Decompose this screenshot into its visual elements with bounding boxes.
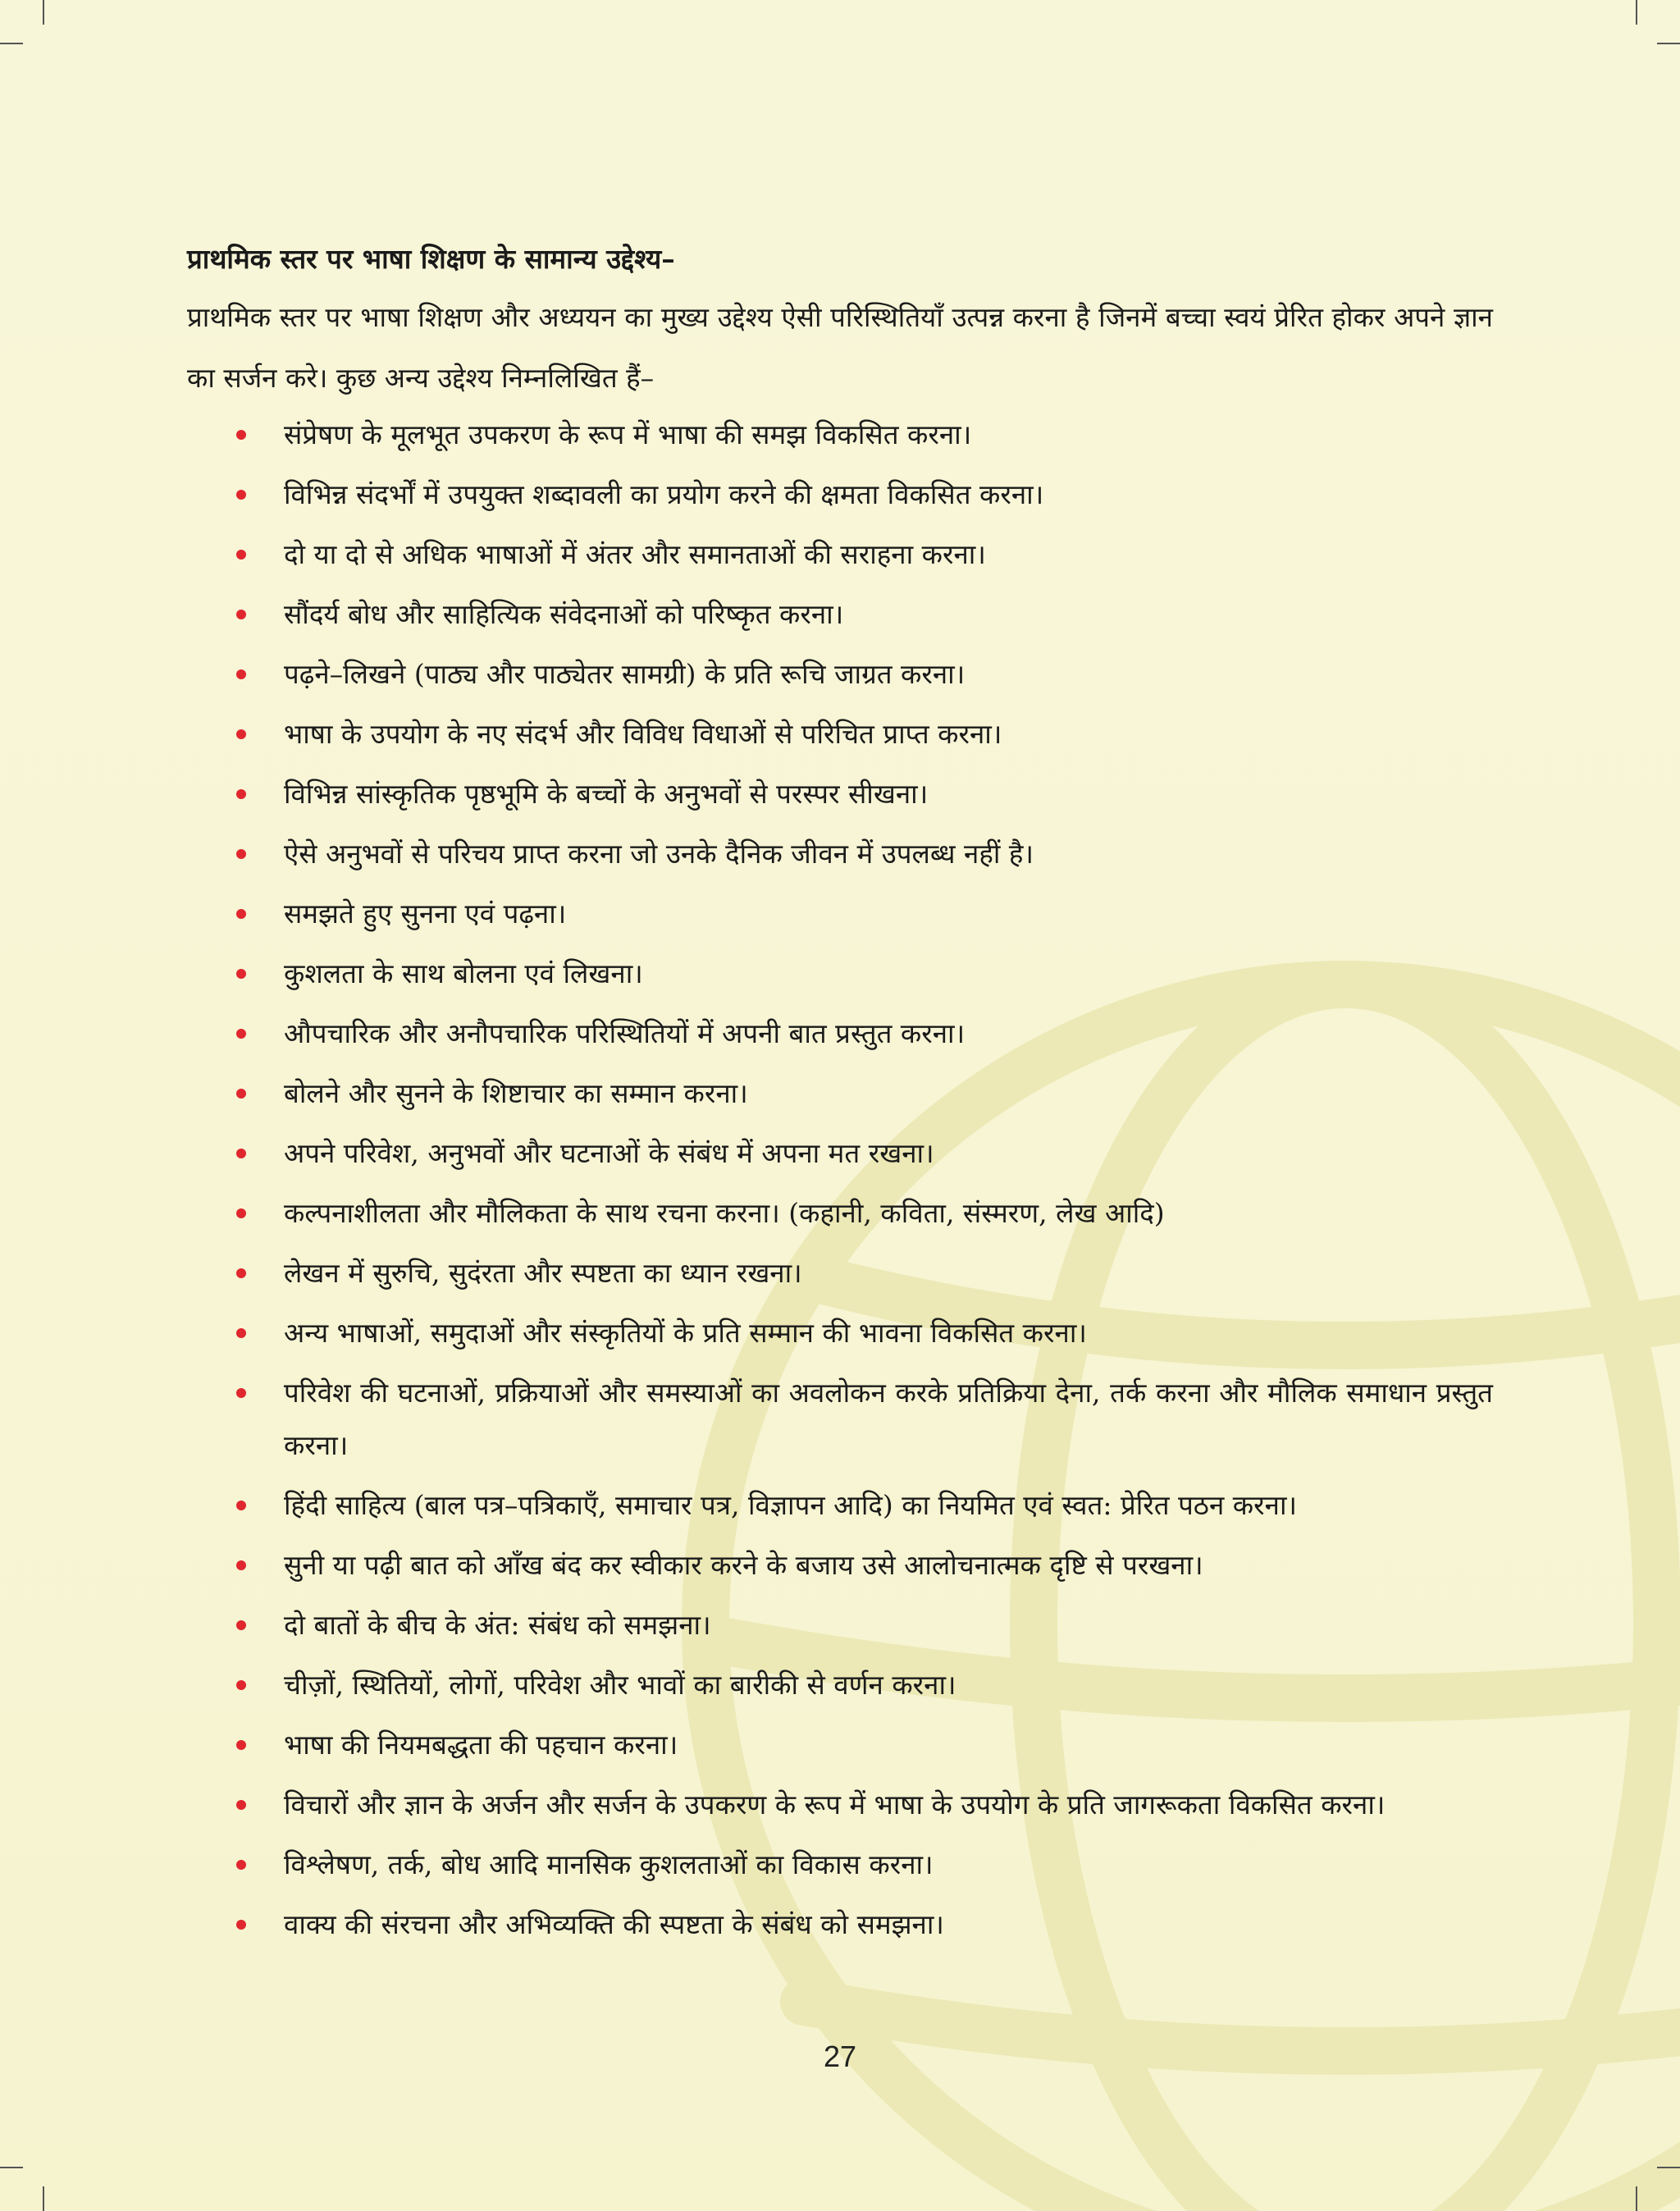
bullet-icon <box>236 1388 246 1398</box>
list-item <box>187 948 1493 1000</box>
page-content <box>187 236 1493 1958</box>
list-item-text: अन्य भाषाओं, समुदाओं और संस्कृतियों के प्रति सम्मान की भावना विकसित करना। <box>284 1317 1087 1349</box>
list-item-text: वाक्य की संरचना और अभिव्यक्ति की स्पष्टता के संबंध को समझना। <box>284 1908 944 1940</box>
list-item-text: विचारों और ज्ञान के अर्जन और सर्जन के उपकरण के रूप में भाषा के उपयोग के प्रति जागरूकता विकसित करना। <box>284 1788 1386 1820</box>
list-item-text: ऐसे अनुभवों से परिचय प्राप्त करना जो उनके दैनिक जीवन में उपलब्ध नहीं है। <box>284 838 1034 870</box>
list-item-text: चीज़ों, स्थितियों, लोगों, परिवेश और भावों का बारीकी से वर्णन करना। <box>284 1669 956 1701</box>
list-item-text: दो या दो से अधिक भाषाओं में अंतर और समानताओं की सराहना करना। <box>284 538 986 570</box>
crop-mark-top-left-v <box>43 0 44 25</box>
bullet-icon <box>236 789 246 799</box>
list-item <box>187 1659 1493 1711</box>
list-item-text: सौंदर्य बोध और साहित्यिक संवेदनाओं को परिष्कृत करना। <box>284 598 844 630</box>
list-item-text: दो बातों के बीच के अंत: संबंध को समझना। <box>284 1609 711 1641</box>
bullet-icon <box>236 610 246 619</box>
crop-mark-bottom-right-h <box>1657 2167 1680 2168</box>
bullet-icon <box>236 1268 246 1278</box>
bullet-icon <box>236 1029 246 1039</box>
list-item-text: सुनी या पढ़ी बात को आँख बंद कर स्वीकार करने के बजाय उसे आलोचनात्मक दृष्टि से परखना। <box>284 1549 1203 1581</box>
list-item <box>187 1479 1493 1532</box>
bullet-icon <box>236 430 246 440</box>
bullet-icon <box>236 1740 246 1750</box>
objectives-list <box>187 409 1493 1951</box>
list-item <box>187 1187 1493 1240</box>
crop-mark-top-right-h <box>1657 43 1680 44</box>
bullet-icon <box>236 1680 246 1690</box>
page-number: 27 <box>823 2040 857 2073</box>
list-item <box>187 409 1493 461</box>
bullet-icon <box>236 669 246 679</box>
bullet-icon <box>236 550 246 560</box>
list-item-text: कुशलता के साथ बोलना एवं लिखना। <box>284 957 643 989</box>
list-item <box>187 1247 1493 1300</box>
list-item <box>187 468 1493 521</box>
list-item <box>187 1898 1493 1951</box>
list-item-text: संप्रेषण के मूलभूत उपकरण के रूप में भाषा की समझ विकसित करना। <box>284 418 972 450</box>
intro-paragraph: प्राथमिक स्तर पर भाषा शिक्षण और अध्ययन का मुख्य उद्देश्य ऐसी परिस्थितियाँ उत्पन्न करना है जिनमें बच्चा स्वयं प्रेरित होकर अपने ज्ञान का सर्जन करे। कुछ अन्य उद्देश्य निम्नलिखित हैं– <box>187 301 1493 394</box>
bullet-icon <box>236 1920 246 1930</box>
list-item <box>187 1779 1493 1831</box>
list-item-text: कल्पनाशीलता और मौलिकता के साथ रचना करना। (कहानी, कविता, संस्मरण, लेख आदि) <box>284 1197 1165 1229</box>
list-item-text: विश्लेषण, तर्क, बोध आदि मानसिक कुशलताओं का विकास करना। <box>284 1848 934 1880</box>
bullet-icon <box>236 1501 246 1510</box>
list-item <box>187 768 1493 820</box>
crop-mark-bottom-right-v <box>1636 2186 1637 2211</box>
bullet-icon <box>236 1328 246 1338</box>
list-item-text: विभिन्न सांस्कृतिक पृष्ठभूमि के बच्चों के अनुभवों से परस्पर सीखना। <box>284 778 929 810</box>
list-item <box>187 1539 1493 1592</box>
list-item-text: बोलने और सुनने के शिष्टाचार का सम्मान करना। <box>284 1077 748 1109</box>
bullet-icon <box>236 729 246 739</box>
list-item <box>187 1067 1493 1120</box>
crop-mark-top-left-h <box>0 43 23 44</box>
list-item-text: पढ़ने–लिखने (पाठ्य और पाठ्येतर सामग्री) के प्रति रूचि जाग्रत करना। <box>284 658 966 690</box>
bullet-icon <box>236 1860 246 1870</box>
crop-mark-bottom-left-h <box>0 2167 23 2168</box>
list-item <box>187 1127 1493 1180</box>
list-item <box>187 1307 1493 1359</box>
list-item <box>187 888 1493 940</box>
list-item-text: भाषा की नियमबद्धता की पहचान करना। <box>284 1729 678 1761</box>
list-item <box>187 1719 1493 1771</box>
bullet-icon <box>236 909 246 919</box>
list-item-text: विभिन्न संदर्भों में उपयुक्त शब्दावली का प्रयोग करने की क्षमता विकसित करना। <box>284 478 1044 510</box>
bullet-icon <box>236 1149 246 1158</box>
list-item <box>187 1599 1493 1651</box>
bullet-icon <box>236 1089 246 1099</box>
list-item <box>187 528 1493 581</box>
list-item <box>187 1839 1493 1891</box>
list-item <box>187 648 1493 701</box>
crop-mark-top-right-v <box>1636 0 1637 25</box>
bullet-icon <box>236 1620 246 1630</box>
section-heading: प्राथमिक स्तर पर भाषा शिक्षण के सामान्य उद्देश्य– <box>187 243 675 275</box>
crop-mark-bottom-left-v <box>43 2186 44 2211</box>
list-item <box>187 708 1493 761</box>
list-item-text: लेखन में सुरुचि, सुदंरता और स्पष्टता का ध्यान रखना। <box>284 1257 802 1289</box>
bullet-icon <box>236 1800 246 1810</box>
list-item <box>187 1367 1493 1472</box>
list-item-text: समझते हुए सुनना एवं पढ़ना। <box>284 898 567 930</box>
list-item-text: हिंदी साहित्य (बाल पत्र–पत्रिकाएँ, समाचार पत्र, विज्ञापन आदि) का नियमित एवं स्वत: प्रेरित पठन करना। <box>284 1489 1297 1521</box>
list-item-text: परिवेश की घटनाओं, प्रक्रियाओं और समस्याओं का अवलोकन करके प्रतिक्रिया देना, तर्क करना और मौलिक समाधान प्रस्तुत करना। <box>284 1377 1493 1461</box>
list-item <box>187 588 1493 641</box>
list-item-text: भाषा के उपयोग के नए संदर्भ और विविध विधाओं से परिचित प्राप्त करना। <box>284 718 1002 750</box>
list-item <box>187 828 1493 880</box>
bullet-icon <box>236 1208 246 1218</box>
bullet-icon <box>236 969 246 979</box>
list-item-text: औपचारिक और अनौपचारिक परिस्थितियों में अपनी बात प्रस्तुत करना। <box>284 1017 966 1049</box>
list-item <box>187 1007 1493 1060</box>
bullet-icon <box>236 490 246 500</box>
bullet-icon <box>236 849 246 859</box>
list-item-text: अपने परिवेश, अनुभवों और घटनाओं के संबंध में अपना मत रखना। <box>284 1137 934 1169</box>
bullet-icon <box>236 1560 246 1570</box>
